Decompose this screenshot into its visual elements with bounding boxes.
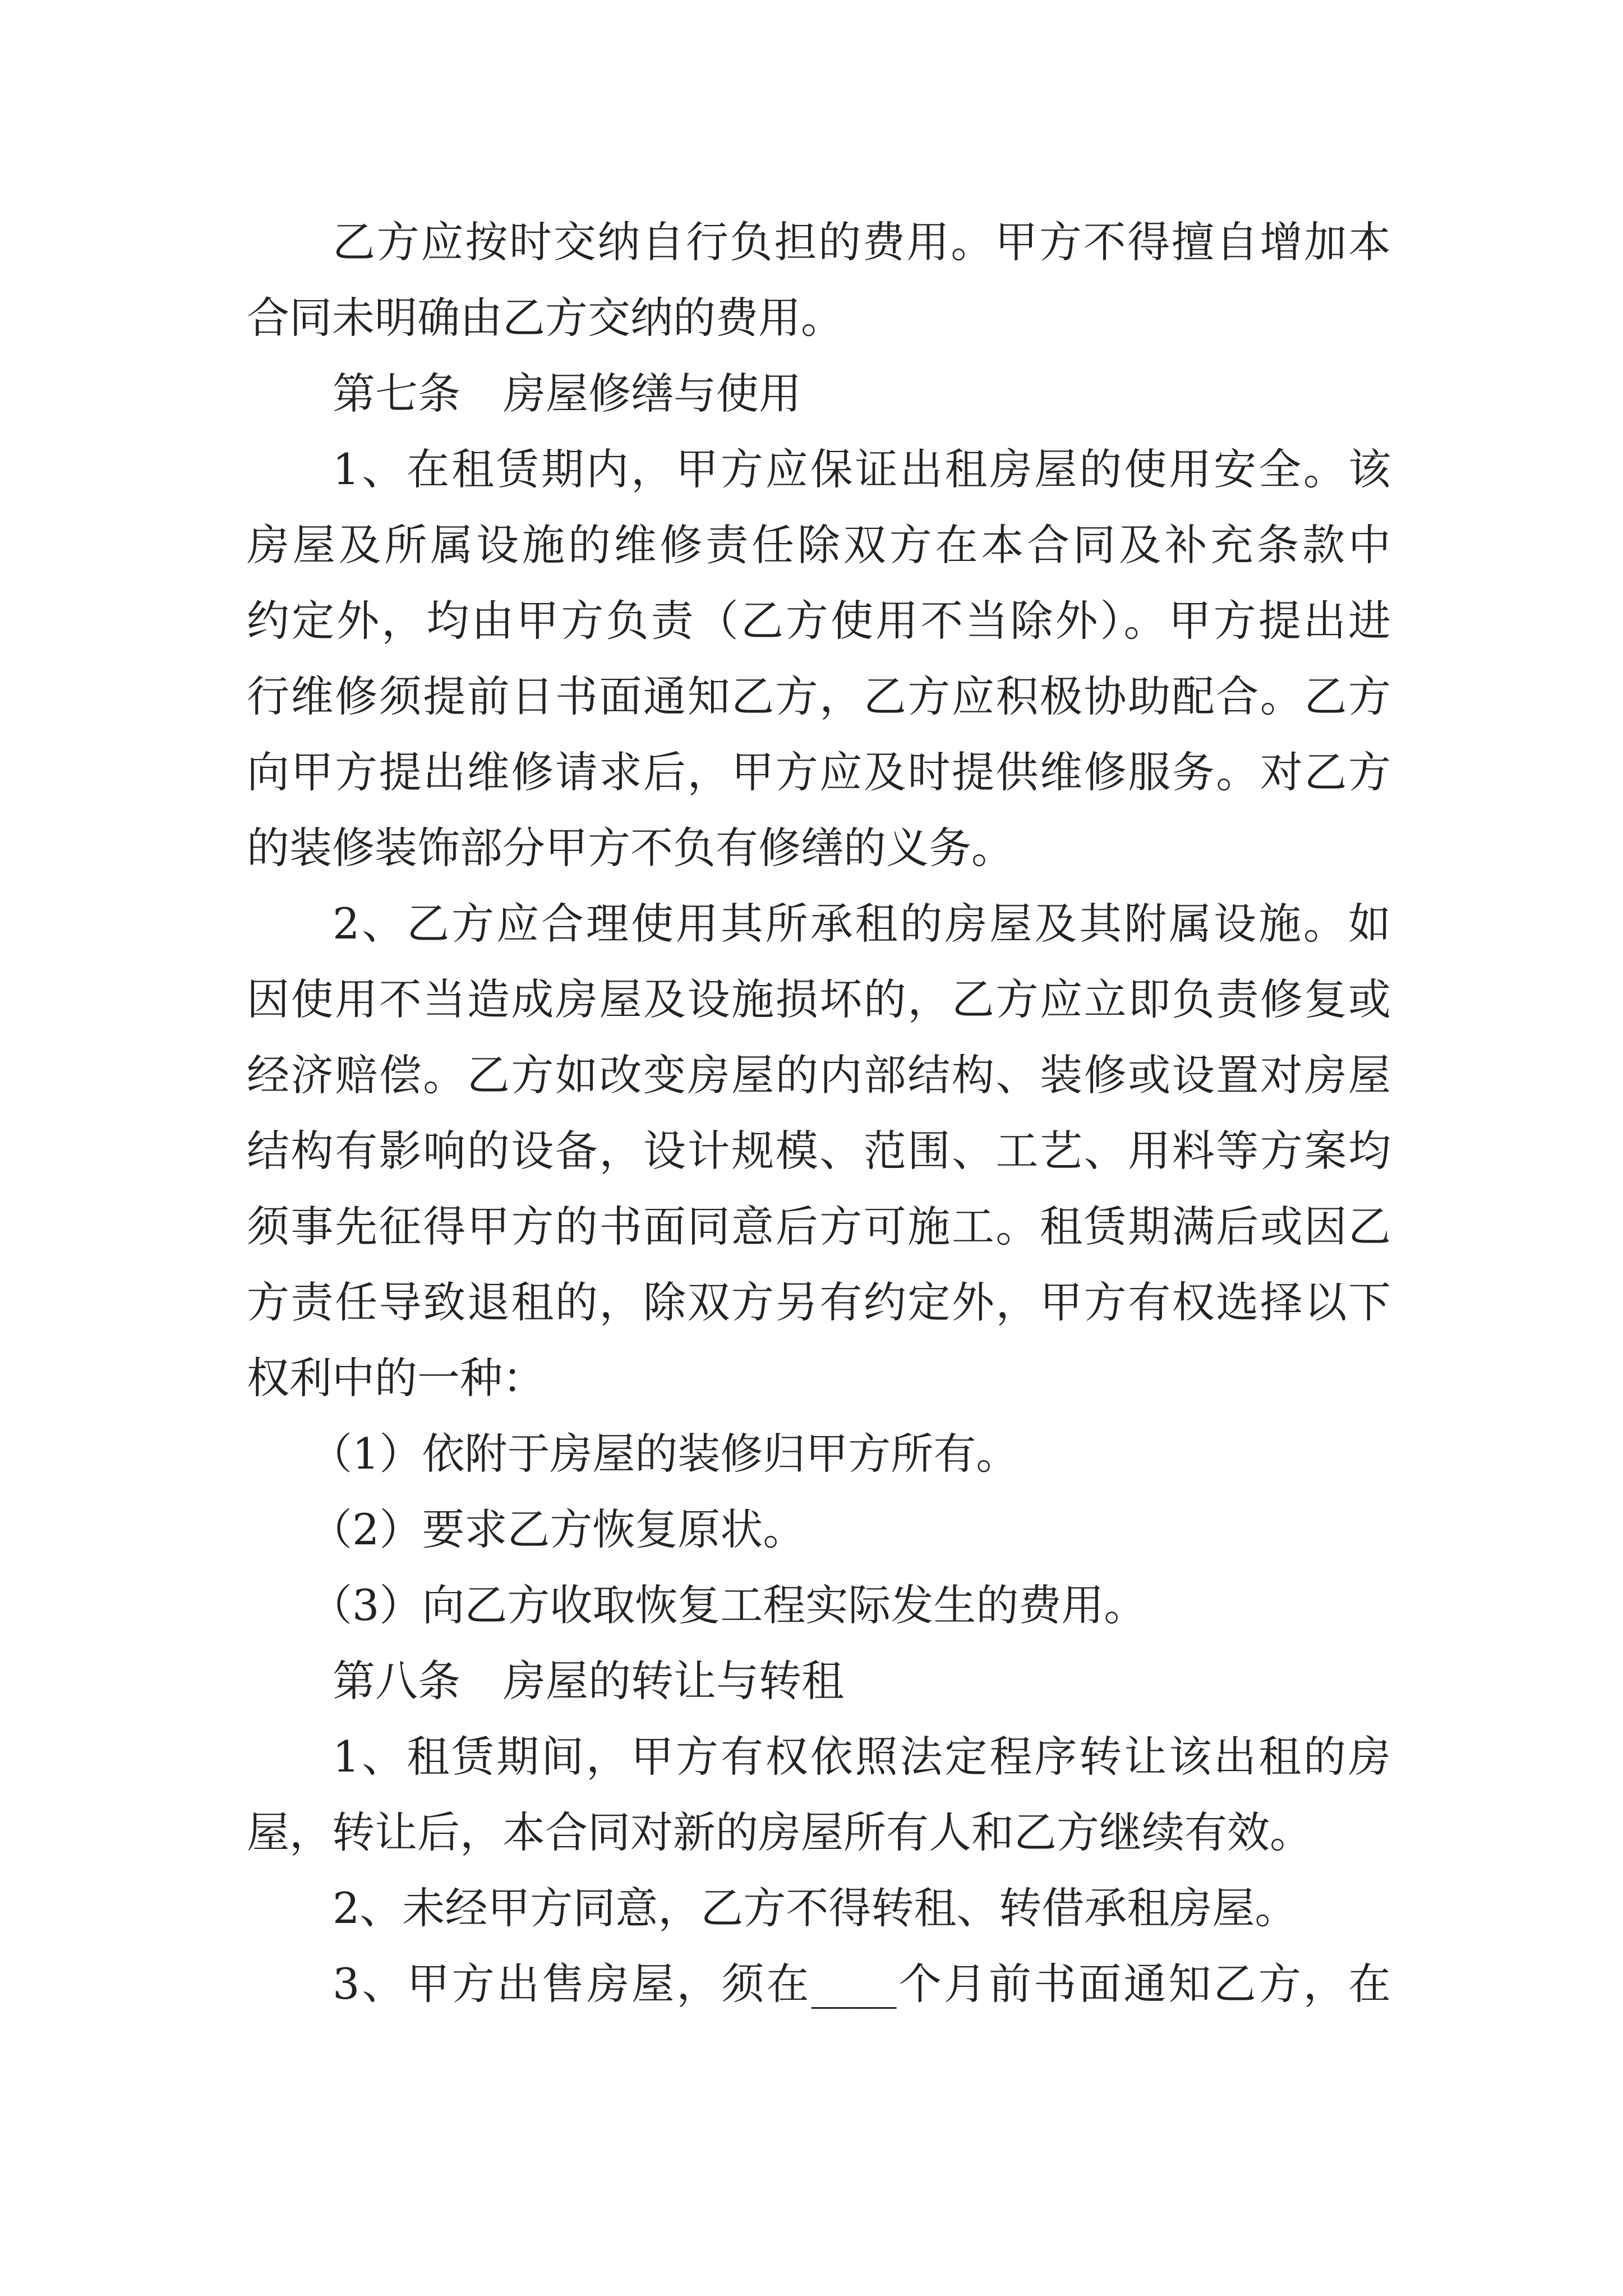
paragraph-line: 方责任导致退租的，除双方另有约定外，甲方有权选择以下 [247, 1277, 1391, 1327]
paragraph-line: 1、租赁期间，甲方有权依照法定程序转让该出租的房 [333, 1732, 1391, 1782]
paragraph-line: 向甲方提出维修请求后，甲方应及时提供维修服务。对乙方 [247, 747, 1391, 797]
paragraph-line: 约定外，均由甲方负责（乙方使用不当除外）。甲方提出进 [247, 596, 1391, 646]
paragraph-line: 2、乙方应合理使用其所承租的房屋及其附属设施。如 [333, 899, 1391, 949]
paragraph-line: 行维修须提前日书面通知乙方，乙方应积极协助配合。乙方 [247, 671, 1391, 721]
article-7-heading: 第七条 房屋修缮与使用 [333, 369, 801, 418]
paragraph-line: 合同未明确由乙方交纳的费用。 [247, 293, 843, 343]
list-item: （2）要求乙方恢复原状。 [310, 1504, 806, 1554]
paragraph-line: 须事先征得甲方的书面同意后方可施工。租赁期满后或因乙 [247, 1202, 1391, 1251]
paragraph-line: 权利中的一种： [247, 1353, 545, 1403]
paragraph-line: 1、在租赁期内，甲方应保证出租房屋的使用安全。该 [333, 444, 1391, 494]
paragraph-line: 3、甲方出售房屋，须在____个月前书面通知乙方，在 [333, 1959, 1391, 2009]
paragraph-line: 2、未经甲方同意，乙方不得转租、转借承租房屋。 [333, 1883, 1298, 1933]
paragraph-line: 的装修装饰部分甲方不负有修缮的义务。 [247, 823, 1014, 873]
paragraph-line: 乙方应按时交纳自行负担的费用。甲方不得擅自增加本 [333, 217, 1391, 267]
paragraph-line: 因使用不当造成房屋及设施损坏的，乙方应立即负责修复或 [247, 974, 1391, 1024]
paragraph-line: 房屋及所属设施的维修责任除双方在本合同及补充条款中 [247, 520, 1391, 570]
paragraph-line: 结构有影响的设备，设计规模、范围、工艺、用料等方案均 [247, 1126, 1391, 1176]
paragraph-line: 屋，转让后，本合同对新的房屋所有人和乙方继续有效。 [247, 1807, 1312, 1857]
list-item: （3）向乙方收取恢复工程实际发生的费用。 [310, 1580, 1147, 1630]
paragraph-line: 经济赔偿。乙方如改变房屋的内部结构、装修或设置对房屋 [247, 1050, 1391, 1100]
article-8-heading: 第八条 房屋的转让与转租 [333, 1656, 844, 1706]
list-item: （1）依附于房屋的装修归甲方所有。 [310, 1429, 1019, 1479]
